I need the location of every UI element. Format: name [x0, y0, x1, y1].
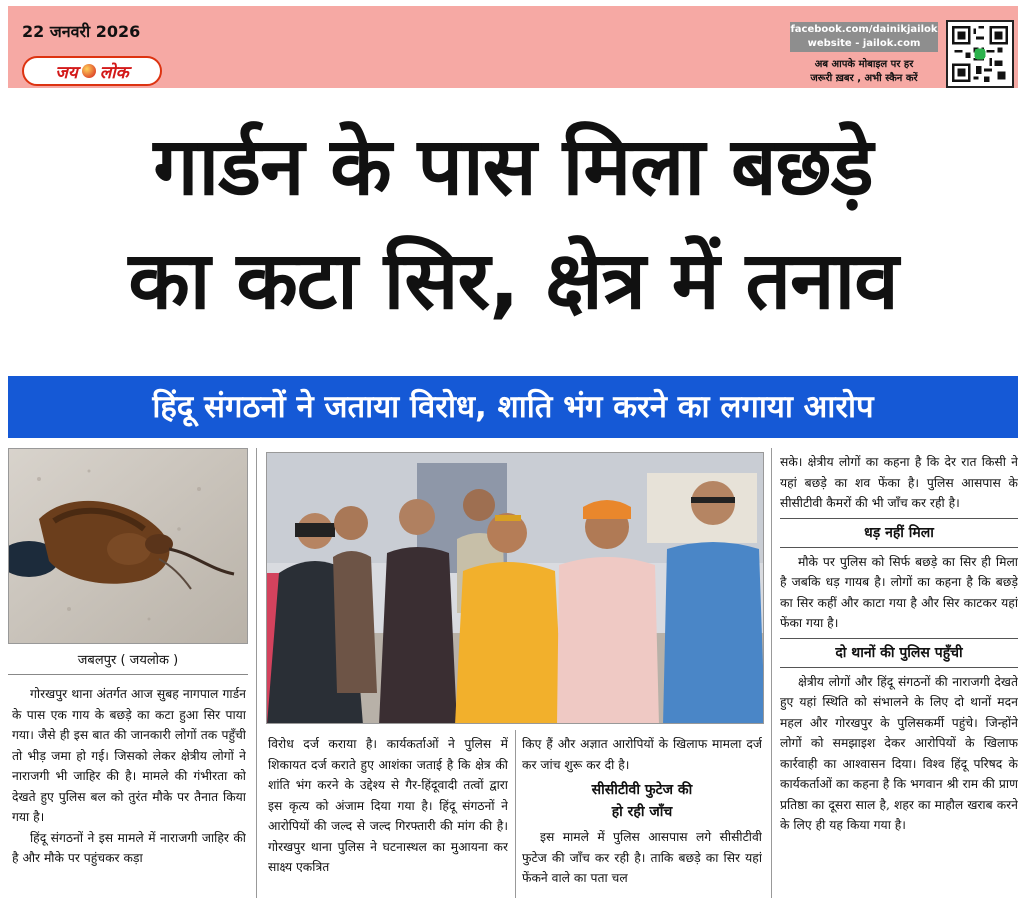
social-links-box [790, 22, 938, 52]
column-divider [256, 448, 257, 898]
main-headline [8, 110, 1018, 338]
qr-note-line2: जरूरी ख़बर , अभी स्कैन करें [810, 73, 918, 84]
article-column-4 [780, 452, 1018, 898]
logo-globe-icon [82, 64, 96, 78]
headline-line-1: गार्डन के पास मिला बछड़े [153, 120, 873, 213]
newspaper-logo [22, 56, 162, 86]
col-b-paragraph-1: विरोध दर्ज कराया है। कार्यकर्ताओं ने पुलिस में शिकायत दर्ज कराते हुए आशंका जताई है कि क्षेत्र की शांति भंग करने के उद्देश्य से गैर-हिंदूवादी तत्वों द्वारा इस कृत्य को अंजाम दिया गया है। हिंदू संगठनों ने आरोपियों की जल्द से जल्द गिरफ्तारी की मांग की है। गोरखपुर थाना पुलिस ने घटनास्थल का मुआयना कर साक्ष्य एकत्रित [268, 737, 508, 874]
subheadline-band: हिंदू संगठनों ने जताया विरोध, शाति भंग करने का लगाया आरोप [8, 376, 1018, 438]
torso-missing-subheading: धड़ नहीं मिला [780, 518, 1018, 548]
article-column-3 [522, 734, 762, 898]
col-c-paragraph-1: किए हैं और अज्ञात आरोपियों के खिलाफ मामला दर्ज कर जांच शुरू कर दी है। [522, 737, 762, 772]
logo-text-right: लोक [99, 62, 129, 83]
issue-date: 22 जनवरी 2026 [22, 22, 141, 41]
article-column-2 [268, 734, 508, 898]
masthead-strip [8, 6, 1018, 88]
col-a-paragraph-1: गोरखपुर थाना अंतर्गत आज सुबह नागपाल गार्डन के पास एक गाय के बछड़े का कटा हुआ सिर पाया गया। जैसे ही इस बात की जानकारी लोगों तक पहुँची तो भीड़ जमा हो गई। जिसको लेकर क्षेत्रीय लोगों ने नाराजगी भी जाहिर की है। मामले की गंभीरता को देखते हुए पुलिस बल को तुरंत मौके पर तैनात किया गया है। [12, 687, 246, 824]
police-arrived-subheading: दो थानों की पुलिस पहुँची [780, 638, 1018, 668]
headline-line-2: का कटा सिर, क्षेत्र में तनाव [128, 234, 898, 327]
protest-group-photo [266, 452, 764, 724]
article-column-1 [12, 684, 246, 898]
calf-head-photo [8, 448, 248, 644]
col-d-paragraph-1: सके। क्षेत्रीय लोगों का कहना है कि देर रात किसी ने यहां बछड़े का शव फेंका है। पुलिस आसपास के सीसीटीवी कैमरों की भी जाँच कर रही है। [780, 455, 1018, 510]
column-divider [771, 448, 772, 898]
photo-caption: जबलपुर ( जयलोक ) [8, 650, 248, 675]
col-d-paragraph-2: मौके पर पुलिस को सिर्फ बछड़े का सिर ही मिला है जबकि धड़ गायब है। लोगों का कहना है कि बछड़े का सिर कहीं और काटा गया है और सिर काटकर यहां फेंका गया है। [780, 554, 1018, 630]
qr-note-line1: अब आपके मोबाइल पर हर [814, 59, 914, 70]
facebook-link[interactable]: facebook.com/dainikjailok [790, 24, 938, 35]
col-d-paragraph-3: क्षेत्रीय लोगों और हिंदू संगठनों की नाराजगी देखते हुए यहां स्थिति को संभालने के लिए दो थानों मदन महल और गोरखपुर के पुलिसकर्मी पहुंचे। जिन्होंने लोगों को समझाइश देकर आरोपियों के खिलाफ कार्रवाही का आश्वासन दिया। विश्व हिंदू परिषद के कार्यकर्ताओं का कहना है कि भगवान श्री राम की प्राण प्रतिष्ठा का दूसरा साल है, शहर का माहौल खराब करने के लिए ही यह किया गया है। [780, 674, 1018, 832]
website-link[interactable]: website - jailok.com [807, 38, 921, 49]
cctv-subheading [522, 779, 762, 823]
column-divider [515, 730, 516, 898]
cctv-subheading-line1: सीसीटीवी फुटेज की [591, 782, 693, 798]
cctv-subheading-line2: हो रही जाँच [611, 804, 673, 820]
col-c-paragraph-2: इस मामले में पुलिस आसपास लगे सीसीटीवी फुटेज की जाँच कर रही है। ताकि बछड़े का सिर यहां फेंकने वाले का पता चल [522, 830, 762, 885]
qr-code-icon[interactable] [946, 20, 1014, 88]
qr-note [790, 58, 938, 86]
col-a-paragraph-2: हिंदू संगठनों ने इस मामले में नाराजगी जाहिर की है और मौके पर पहुंचकर कड़ा [12, 830, 246, 865]
logo-text-left: जय [55, 62, 78, 83]
